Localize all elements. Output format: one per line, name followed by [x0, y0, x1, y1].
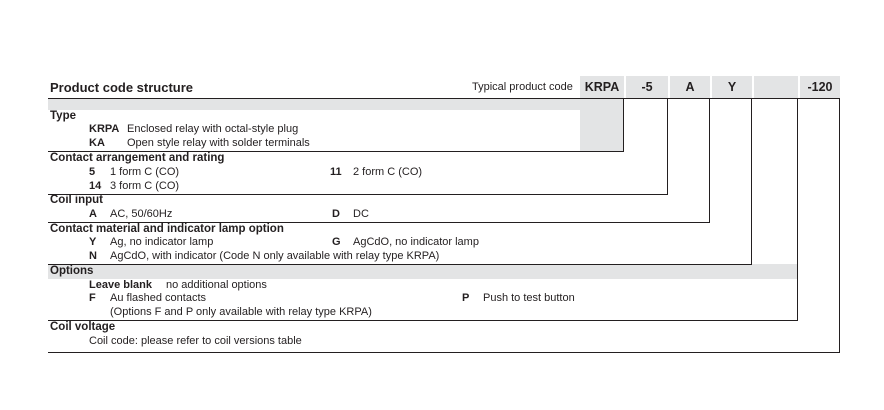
options-note: (Options F and P only available with relay type KRPA)	[110, 306, 372, 318]
vline-contact	[667, 98, 668, 195]
options-code-p: P	[462, 292, 470, 304]
type-desc-ka: Open style relay with solder terminals	[127, 137, 310, 149]
vline-material	[751, 98, 752, 265]
voltage-desc: Coil code: please refer to coil versions table	[89, 335, 302, 347]
section-band-vertical-type	[580, 98, 624, 151]
page-title: Product code structure	[50, 80, 194, 95]
material-code-g: G	[332, 236, 341, 248]
options-code-blank: Leave blank	[89, 279, 152, 291]
code-part-type: KRPA	[584, 80, 620, 94]
contact-code-11: 11	[330, 166, 342, 178]
contact-code-5: 5	[89, 166, 96, 178]
section-title-options: Options	[50, 265, 94, 277]
section-title-type: Type	[50, 110, 76, 122]
divider-options	[48, 320, 798, 321]
contact-code-14: 14	[89, 180, 102, 192]
contact-desc-5: 1 form C (CO)	[110, 166, 180, 178]
vline-options	[797, 98, 798, 321]
material-desc-n: AgCdO, with indicator (Code N only available with relay type KRPA)	[110, 250, 440, 262]
vline-voltage	[839, 98, 840, 353]
coil-code-d: D	[332, 208, 340, 220]
section-title-coil: Coil input	[50, 194, 104, 206]
contact-desc-11: 2 form C (CO)	[353, 166, 423, 178]
section-band-type	[48, 98, 624, 110]
section-title-contact: Contact arrangement and rating	[50, 152, 225, 164]
vline-type	[623, 98, 624, 152]
type-code-krpa: KRPA	[89, 123, 120, 135]
coil-desc-a: AC, 50/60Hz	[110, 208, 173, 220]
options-desc-f: Au flashed contacts	[110, 292, 207, 304]
divider-material	[48, 264, 752, 265]
vline-coil	[709, 98, 710, 223]
coil-code-a: A	[89, 208, 97, 220]
material-code-n: N	[89, 250, 97, 262]
section-title-voltage: Coil voltage	[50, 321, 116, 333]
options-desc-blank: no additional options	[166, 279, 267, 291]
coil-desc-d: DC	[353, 208, 369, 220]
material-code-y: Y	[89, 236, 97, 248]
typical-code-label: Typical product code	[472, 81, 573, 93]
divider-voltage	[48, 352, 840, 353]
contact-desc-14: 3 form C (CO)	[110, 180, 180, 192]
type-desc-krpa: Enclosed relay with octal-style plug	[127, 123, 299, 135]
code-part-voltage: -120	[807, 80, 833, 94]
code-part-coil: A	[685, 80, 695, 94]
material-desc-y: Ag, no indicator lamp	[110, 236, 214, 248]
options-code-f: F	[89, 292, 96, 304]
code-part-contact: -5	[641, 80, 653, 94]
section-title-material: Contact material and indicator lamp option	[50, 223, 284, 235]
options-desc-p: Push to test button	[483, 292, 575, 304]
code-part-material: Y	[727, 80, 737, 94]
material-desc-g: AgCdO, no indicator lamp	[353, 236, 479, 248]
divider-contact	[48, 194, 668, 195]
header-cell-options	[754, 76, 798, 98]
type-code-ka: KA	[89, 137, 105, 149]
divider-header	[48, 98, 840, 99]
section-band-options	[48, 264, 798, 279]
